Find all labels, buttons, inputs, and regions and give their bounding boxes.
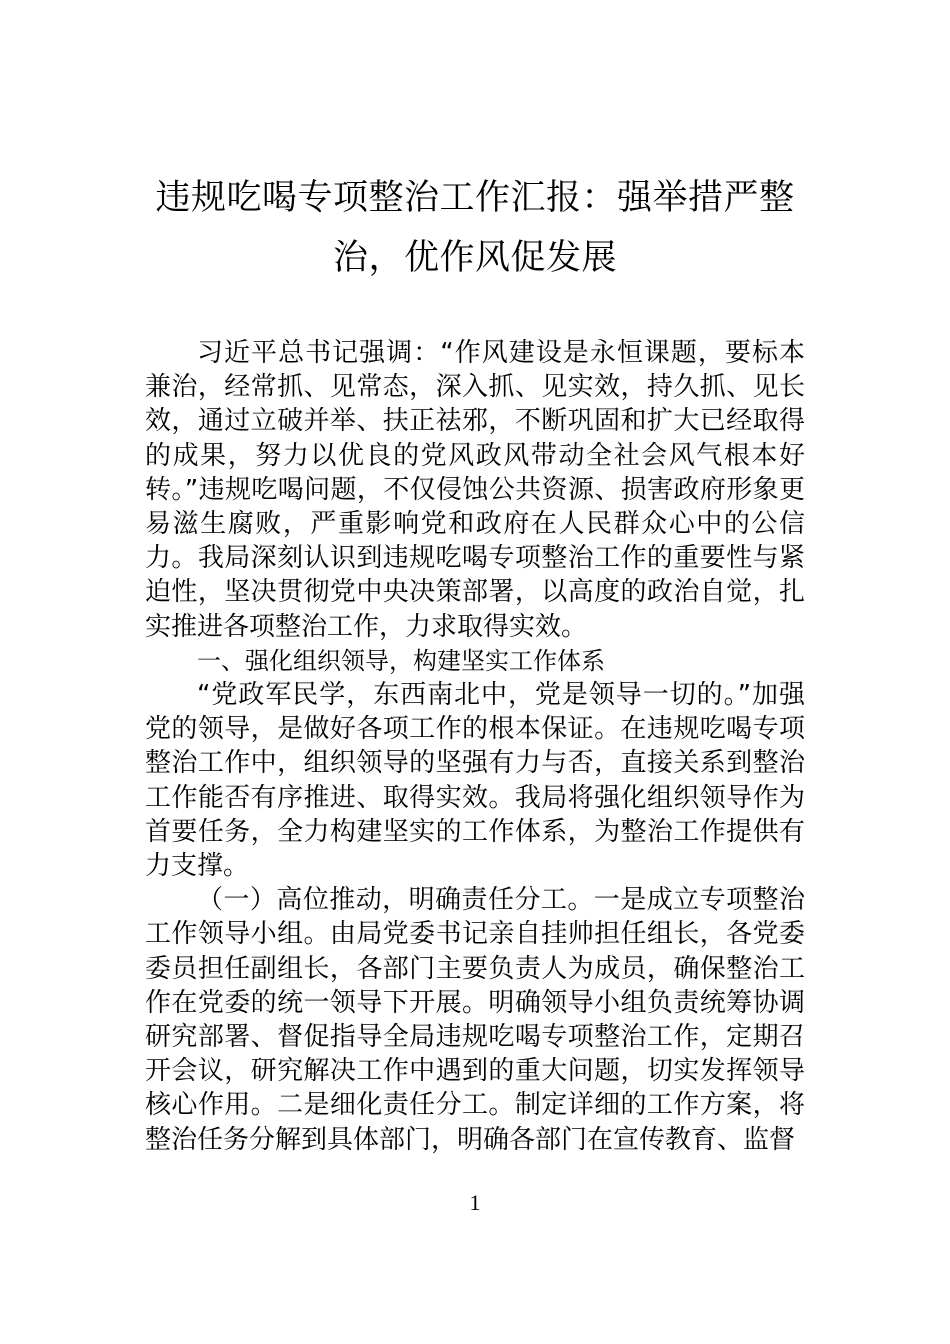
subsection-paragraph: （一）高位推动，明确责任分工。一是成立专项整治工作领导小组。由局党委书记亲自挂帅担任组长，各党委委员担任副组长，各部门主要负责人为成员，确保整治工作在党委的统一领导下开展。明确领导小组负责统筹协调研究部署、督促指导全局违规吃喝专项整治工作，定期召开会议，研究解决工作中遇到的重大问题，切实发挥领导核心作用。二是细化责任分工。制定详细的工作方案，将整治任务分解到具体部门，明确各部门在宣传教育、监督	[145, 885, 805, 1155]
document-body	[145, 336, 805, 1157]
intro-paragraph: 习近平总书记强调：“作风建设是永恒课题，要标本兼治，经常抓、见常态，深入抓、见实效，持久抓、见长效，通过立破并举、扶正祛邪，不断巩固和扩大已经取得的成果，努力以优良的党风政风带动全社会风气根本好转。”违规吃喝问题，不仅侵蚀公共资源、损害政府形象更易滋生腐败，严重影响党和政府在人民群众心中的公信力。我局深刻认识到违规吃喝专项整治工作的重要性与紧迫性，坚决贯彻党中央决策部署，以高度的政治自觉，扎实推进各项整治工作，力求取得实效。	[145, 338, 805, 642]
section-heading: 一、强化组织领导，构建坚实工作体系	[197, 646, 605, 675]
document-title: 违规吃喝专项整治工作汇报：强举措严整治，优作风促发展	[155, 178, 795, 278]
page-number: 1	[469, 1190, 481, 1215]
section-paragraph: “党政军民学，东西南北中，党是领导一切的。”加强党的领导，是做好各项工作的根本保证。在违规吃喝专项整治工作中，组织领导的坚强有力与否，直接关系到整治工作能否有序推进、取得实效。我局将强化组织领导作为首要任务，全力构建坚实的工作体系，为整治工作提供有力支撑。	[145, 680, 805, 882]
